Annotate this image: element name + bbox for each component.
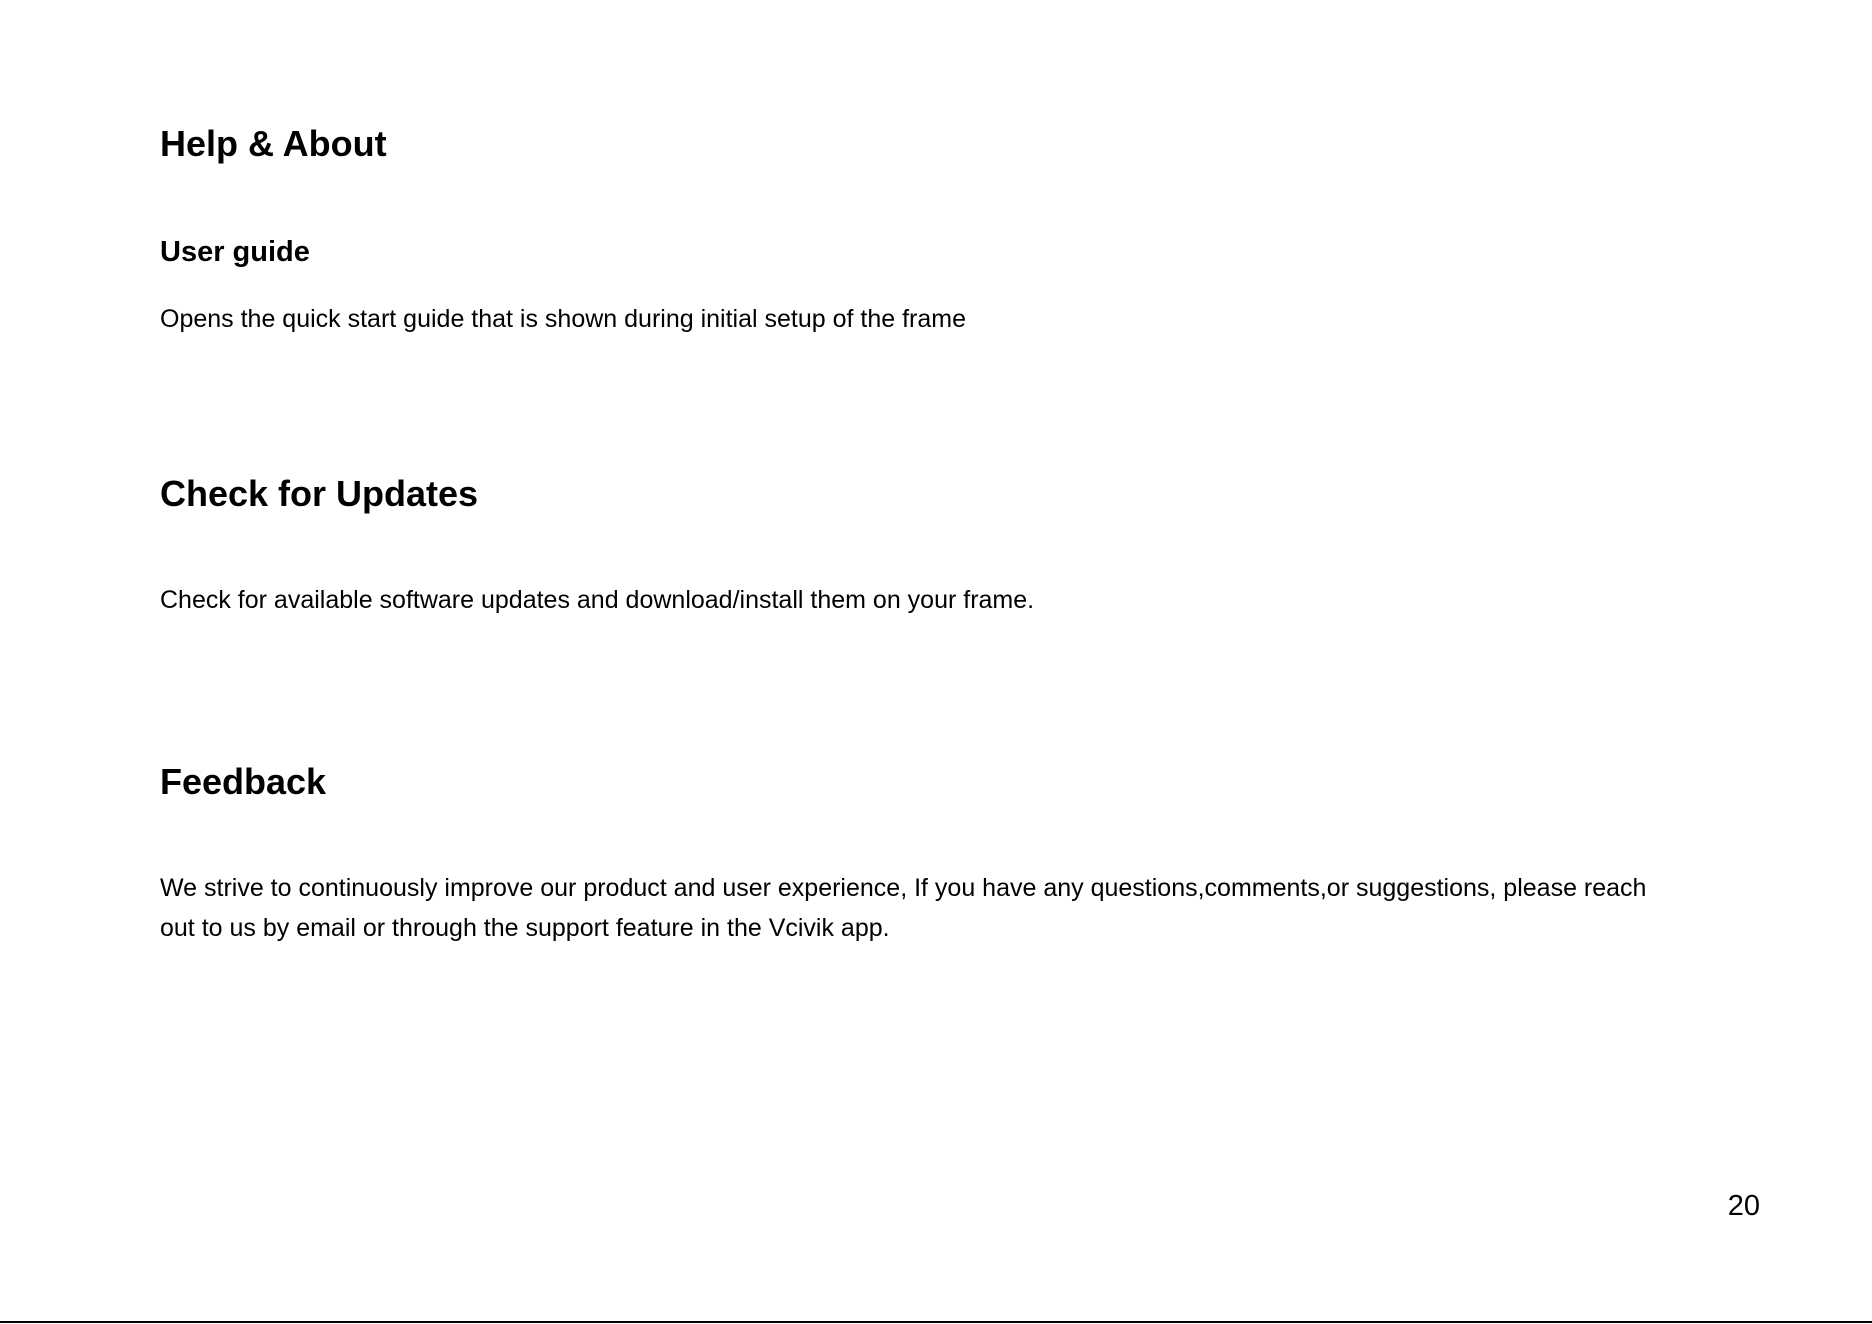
check-for-updates-description: Check for available software updates and download/install them on your frame.: [160, 586, 1035, 614]
bottom-divider: [0, 1321, 1872, 1323]
section-heading-feedback: Feedback: [160, 761, 327, 802]
section-heading-help-about: Help & About: [160, 123, 387, 164]
feedback-description-line-1: We strive to continuously improve our product and user experience, If you have any questions,comments,or suggestions, please reach: [160, 874, 1647, 902]
section-heading-check-for-updates: Check for Updates: [160, 473, 479, 514]
feedback-description: [160, 868, 1720, 948]
user-guide-description: Opens the quick start guide that is shown during initial setup of the frame: [160, 305, 967, 333]
feedback-description-line-2: out to us by email or through the support feature in the Vcivik app.: [160, 914, 890, 942]
sub-heading-user-guide: User guide: [160, 236, 310, 268]
page-number: 20: [1727, 1190, 1760, 1222]
